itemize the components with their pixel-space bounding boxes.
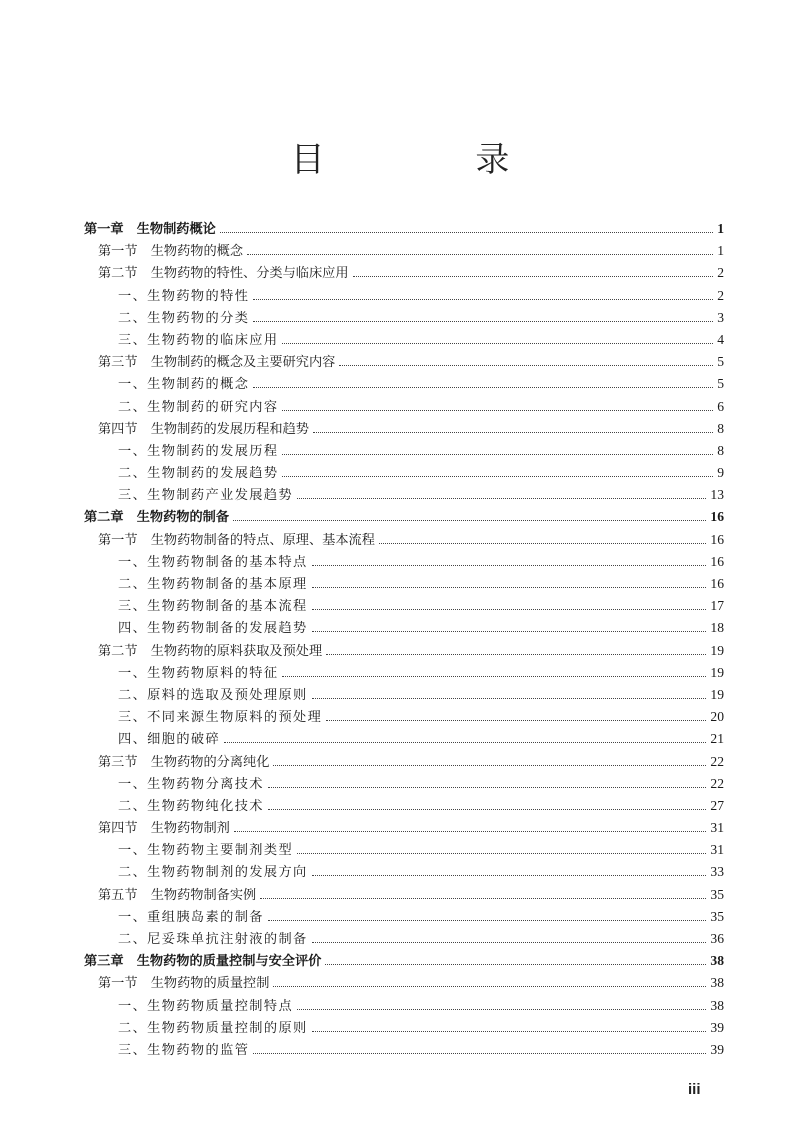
toc-entry-section (84, 529, 724, 551)
dot-leader (253, 386, 713, 388)
toc-entry-title: 四、生物药物制备的发展趋势 (118, 621, 308, 637)
dot-leader (273, 985, 706, 987)
toc-entry-page: 35 (710, 886, 724, 902)
toc-entry-title: 二、生物药物的分类 (118, 310, 250, 326)
toc-entry-title: 第四节 生物制药的发展历程和趋势 (98, 421, 309, 437)
toc-entry-page: 38 (710, 975, 724, 991)
toc-entry-page: 19 (710, 664, 724, 680)
toc-entry-section (84, 751, 724, 773)
toc-entry-page: 33 (710, 864, 724, 880)
dot-leader (339, 364, 713, 366)
toc-entry-title: 三、不同来源生物原料的预处理 (118, 710, 323, 726)
dot-leader (268, 919, 707, 921)
dot-leader (313, 431, 713, 433)
toc-entry-page: 2 (717, 265, 724, 281)
toc-entry-chapter (84, 950, 724, 972)
page-number: iii (688, 1081, 701, 1098)
dot-leader (220, 231, 713, 233)
page-title: 目 录 (290, 140, 580, 180)
toc-entry-page: 1 (717, 221, 724, 236)
toc-entry-item (84, 995, 724, 1017)
toc-entry-item (84, 329, 724, 351)
dot-leader (224, 741, 706, 743)
toc-entry-chapter (84, 506, 724, 528)
toc-entry-title: 四、细胞的破碎 (118, 732, 221, 748)
toc-entry-title: 第二节 生物药物的特性、分类与临床应用 (98, 266, 349, 282)
toc-entry-title: 第三节 生物制药的概念及主要研究内容 (98, 355, 336, 371)
dot-leader (234, 830, 707, 832)
dot-leader (273, 764, 706, 766)
toc-entry-title: 第一节 生物药物的质量控制 (98, 976, 270, 992)
toc-entry-page: 39 (710, 1019, 724, 1035)
dot-leader (325, 963, 706, 965)
toc-entry-title: 一、生物药物主要制剂类型 (118, 843, 294, 859)
toc-entry-item (84, 617, 724, 639)
toc-entry-section (84, 817, 724, 839)
toc-entry-item (84, 307, 724, 329)
toc-entry-page: 31 (710, 820, 724, 836)
toc-entry-title: 三、生物药物的监管 (118, 1042, 250, 1058)
toc-entry-section (84, 262, 724, 284)
toc-entry-title: 三、生物药物制备的基本流程 (118, 599, 308, 615)
toc-entry-chapter (84, 218, 724, 240)
toc-entry-section (84, 884, 724, 906)
toc-entry-page: 19 (710, 686, 724, 702)
dot-leader (253, 1052, 706, 1054)
toc-entry-page: 17 (710, 598, 724, 614)
toc-entry-page: 16 (710, 509, 724, 525)
toc-entry-page: 16 (710, 576, 724, 591)
toc-entry-page: 27 (710, 797, 724, 813)
toc-entry-title: 第四节 生物药物制剂 (98, 821, 230, 837)
toc-entry-page: 36 (710, 931, 724, 946)
toc-entry-section (84, 351, 724, 373)
toc-entry-page: 13 (710, 487, 724, 503)
toc-entry-title: 第五节 生物药物制备实例 (98, 887, 257, 903)
toc-entry-title: 二、生物制药的研究内容 (118, 399, 279, 415)
toc-entry-page: 8 (717, 420, 724, 436)
toc-entry-item (84, 928, 724, 950)
toc-entry-page: 16 (710, 553, 724, 569)
dot-leader (282, 342, 713, 344)
toc-entry-item (84, 484, 724, 506)
toc-entry-page: 5 (717, 376, 724, 392)
dot-leader (353, 275, 714, 277)
toc-entry-page: 2 (717, 287, 724, 303)
dot-leader (312, 630, 707, 632)
toc-entry-item (84, 773, 724, 795)
toc-entry-title: 一、生物药物分离技术 (118, 776, 264, 792)
toc-entry-item (84, 462, 724, 484)
dot-leader (297, 852, 706, 854)
toc-entry-item (84, 706, 724, 728)
toc-entry-page: 5 (717, 354, 724, 370)
dot-leader (260, 897, 706, 899)
toc-entry-page: 21 (710, 731, 724, 747)
dot-leader (297, 1008, 706, 1010)
toc-entry-item (84, 573, 724, 595)
toc-entry-title: 第一节 生物药物制备的特点、原理、基本流程 (98, 532, 375, 548)
toc-entry-page: 22 (710, 775, 724, 791)
dot-leader (247, 253, 713, 255)
toc-entry-title: 二、生物药物制剂的发展方向 (118, 865, 308, 881)
toc-entry-page: 19 (710, 642, 724, 658)
toc-entry-section (84, 240, 724, 262)
dot-leader (379, 542, 706, 544)
toc-entry-title: 第三章 生物药物的质量控制与安全评价 (84, 954, 322, 970)
toc-entry-title: 二、生物药物制备的基本原理 (118, 577, 308, 592)
dot-leader (268, 786, 707, 788)
toc-entry-item (84, 728, 724, 750)
toc-entry-item (84, 684, 724, 706)
toc-entry-item (84, 795, 724, 817)
toc-entry-page: 22 (710, 753, 724, 769)
dot-leader (312, 608, 707, 610)
toc-entry-page: 31 (710, 842, 724, 858)
toc-entry-item (84, 1017, 724, 1039)
toc-entry-title: 第二节 生物药物的原料获取及预处理 (98, 643, 323, 659)
dot-leader (312, 564, 707, 566)
dot-leader (268, 808, 707, 810)
toc-entry-title: 三、生物药物的临床应用 (118, 332, 279, 348)
toc-entry-item (84, 396, 724, 418)
toc-entry-title: 一、生物药物的特性 (118, 288, 250, 304)
toc-entry-title: 二、生物药物质量控制的原则 (118, 1020, 308, 1036)
dot-leader (282, 675, 706, 677)
toc-entry-page: 35 (710, 908, 724, 924)
toc-entry-page: 38 (710, 997, 724, 1013)
toc-entry-page: 3 (717, 309, 724, 325)
toc-entry-item (84, 839, 724, 861)
toc-entry-section (84, 640, 724, 662)
toc-entry-title: 一、生物制药的概念 (118, 377, 250, 393)
toc-entry-title: 二、原料的选取及预处理原则 (118, 687, 308, 703)
toc-entry-title: 一、生物制药的发展历程 (118, 443, 279, 459)
toc-entry-page: 18 (710, 620, 724, 636)
dot-leader (312, 941, 707, 943)
toc-entry-title: 第三节 生物药物的分离纯化 (98, 754, 270, 770)
dot-leader (282, 409, 713, 411)
dot-leader (253, 298, 713, 300)
toc-entry-item (84, 551, 724, 573)
toc-entry-title: 二、生物药物纯化技术 (118, 798, 264, 814)
toc-entry-title: 第一章 生物制药概论 (84, 222, 216, 237)
toc-entry-section (84, 972, 724, 994)
toc-entry-title: 一、生物药物原料的特征 (118, 665, 279, 681)
dot-leader (312, 586, 707, 588)
toc-entry-title: 一、生物药物质量控制特点 (118, 998, 294, 1014)
toc-entry-page: 16 (710, 531, 724, 547)
dot-leader (253, 320, 713, 322)
toc-entry-page: 4 (717, 331, 724, 347)
toc-entry-page: 39 (710, 1041, 724, 1057)
dot-leader (233, 519, 706, 521)
toc-entry-title: 第一节 生物药物的概念 (98, 244, 244, 260)
toc-entry-item (84, 662, 724, 684)
toc-entry-page: 20 (710, 709, 724, 725)
toc-entry-page: 38 (710, 953, 724, 969)
toc-entry-item (84, 906, 724, 928)
toc-entry-item (84, 440, 724, 462)
toc-entry-item (84, 1039, 724, 1061)
dot-leader (312, 1030, 707, 1032)
dot-leader (326, 719, 706, 721)
toc-entry-page: 6 (717, 398, 724, 414)
toc-entry-page: 9 (717, 465, 724, 481)
table-of-contents (84, 218, 724, 1061)
toc-entry-page: 1 (717, 243, 724, 259)
toc-entry-title: 二、生物制药的发展趋势 (118, 466, 279, 482)
toc-entry-item (84, 861, 724, 883)
toc-entry-title: 二、尼妥珠单抗注射液的制备 (118, 932, 308, 947)
toc-entry-item (84, 285, 724, 307)
dot-leader (282, 475, 713, 477)
toc-entry-item (84, 595, 724, 617)
toc-entry-title: 三、生物制药产业发展趋势 (118, 488, 294, 504)
toc-entry-title: 第二章 生物药物的制备 (84, 510, 230, 526)
toc-entry-title: 一、生物药物制备的基本特点 (118, 554, 308, 570)
toc-entry-item (84, 373, 724, 395)
dot-leader (282, 453, 713, 455)
toc-entry-title: 一、重组胰岛素的制备 (118, 909, 264, 925)
dot-leader (312, 697, 707, 699)
toc-entry-section (84, 418, 724, 440)
toc-entry-page: 8 (717, 442, 724, 458)
dot-leader (297, 497, 706, 499)
dot-leader (312, 874, 707, 876)
dot-leader (326, 653, 706, 655)
